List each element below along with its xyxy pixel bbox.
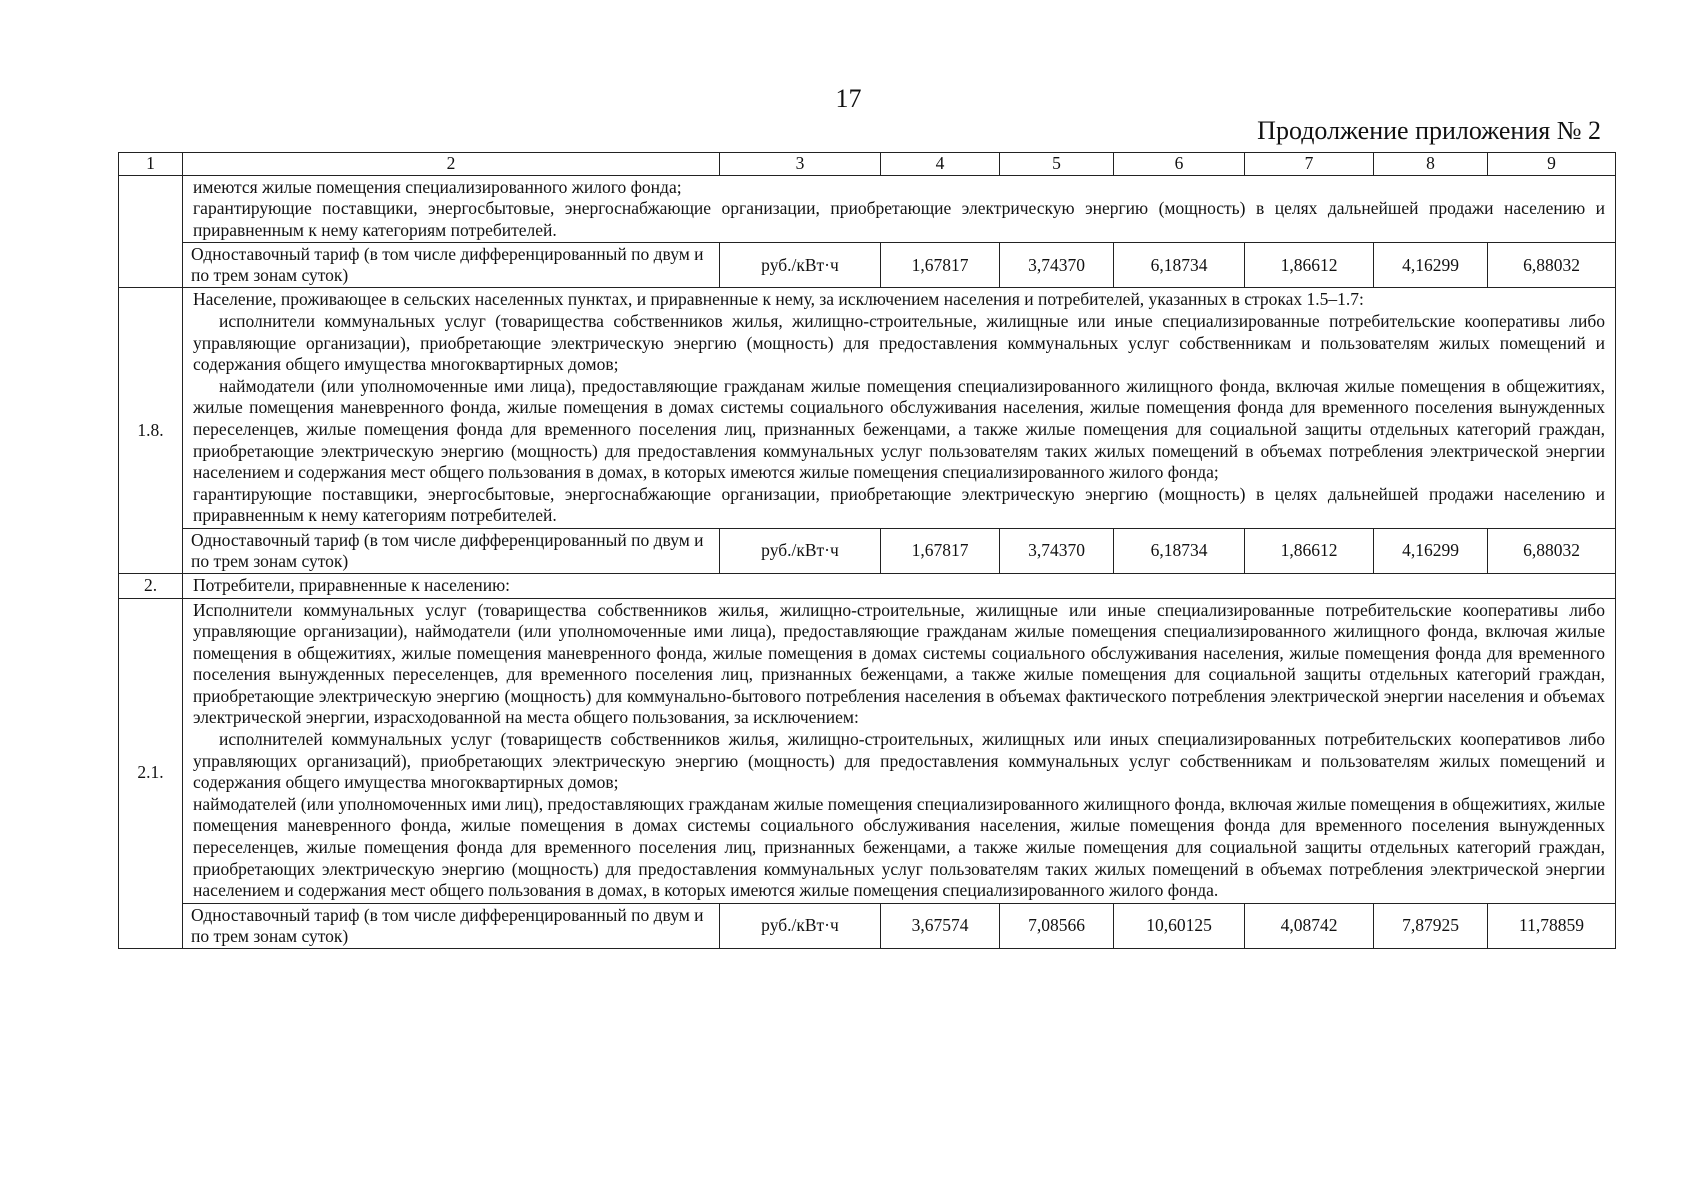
- paragraph: исполнители коммунальных услуг (товарищества собственников жилья, жилищно-строительные, жилищные или иные специализированные потребительские кооперативы либо управляющие организации), приобретающие электрическую энергию (мощность) для предоставления коммунальных услуг собственникам и пользователям жилых помещений и содержания общего имущества многоквартирных домов;: [193, 310, 1605, 375]
- tariff-value: 1,67817: [881, 243, 1000, 288]
- tariff-unit: руб./кВт·ч: [720, 528, 881, 573]
- row-number-cell: 1.8.: [119, 288, 183, 574]
- tariff-value: 6,18734: [1114, 528, 1245, 573]
- column-number: 8: [1374, 153, 1488, 176]
- paragraph: Исполнители коммунальных услуг (товарищества собственников жилья, жилищно-строительные, жилищные или иные специализированные потребительские кооперативы либо управляющие организации), наймодатели (или уполномоченные ими лица), предоставляющие гражданам жилые помещения специализированного жилищного фонда, включая жилые помещения в общежитиях, жилые помещения маневренного фонда, жилые помещения в домах системы социального обслуживания населения, жилые помещения фонда для временного поселения вынужденных переселенцев, для временного поселения лиц, признанных беженцами, а также жилые помещения для социальной защиты отдельных категорий граждан, приобретающие электрическую энергию (мощность) для коммунально-бытового потребления населения в объемах фактического потребления электрической энергии населения и объемах электрической энергии, израсходованной на места общего пользования, за исключением:: [193, 599, 1605, 728]
- tariff-value: 4,08742: [1245, 903, 1374, 948]
- paragraph: наймодателей (или уполномоченных ими лиц), предоставляющих гражданам жилые помещения специализированного жилищного фонда, включая жилые помещения в общежитиях, жилые помещения маневренного фонда, жилые помещения в домах системы социального обслуживания населения, жилые помещения фонда для временного поселения вынужденных переселенцев, жилые помещения фонда для временного поселения лиц, признанных беженцами, а также жилые помещения для социальной защиты отдельных категорий граждан, приобретающих электрическую энергию (мощность) для предоставления коммунальных услуг пользователям таких жилых помещений в объемах потребления электрической энергии населением и содержания мест общего пользования в домах, в которых имеются жилые помещения специализированного жилого фонда.: [193, 793, 1605, 901]
- continuation-title: Продолжение приложения № 2: [1257, 116, 1601, 145]
- tariff-label: Одноставочный тариф (в том числе дифференцированный по двум и по трем зонам суток): [183, 528, 720, 573]
- tariff-unit: руб./кВт·ч: [720, 903, 881, 948]
- paragraph: Потребители, приравненные к населению:: [193, 574, 511, 595]
- tariff-value: 6,18734: [1114, 243, 1245, 288]
- tariff-value: 3,74370: [1000, 243, 1114, 288]
- row-description: [183, 288, 1616, 529]
- tariff-table: [118, 152, 1616, 949]
- table-row-tariff: [119, 243, 1616, 288]
- row-number-cell: 2.1.: [119, 598, 183, 948]
- tariff-unit: руб./кВт·ч: [720, 243, 881, 288]
- column-number: 7: [1245, 153, 1374, 176]
- table-header-row: [119, 153, 1616, 176]
- column-number: 1: [119, 153, 183, 176]
- tariff-value: 11,78859: [1488, 903, 1616, 948]
- tariff-label: Одноставочный тариф (в том числе дифференцированный по двум и по трем зонам суток): [183, 243, 720, 288]
- paragraph: исполнителей коммунальных услуг (товариществ собственников жилья, жилищно-строительных, жилищных или иных специализированных потребительских кооперативов либо управляющих организаций), приобретающих электрическую энергию (мощность) для предоставления коммунальных услуг собственникам и пользователям жилых помещений и содержания общего имущества многоквартирных домов;: [193, 729, 1605, 793]
- tariff-value: 1,67817: [881, 528, 1000, 573]
- paragraph: гарантирующие поставщики, энергосбытовые, энергоснабжающие организации, приобретающие электрическую энергию (мощность) в целях дальнейшей продажи населению и приравненным к нему категориям потребителей.: [193, 198, 1605, 240]
- tariff-value: 6,88032: [1488, 528, 1616, 573]
- table-row-tariff: [119, 528, 1616, 573]
- table-row-tariff: [119, 903, 1616, 948]
- row-description: [183, 573, 1616, 598]
- table-row-2-1-text: [119, 598, 1616, 903]
- tariff-value: 4,16299: [1374, 243, 1488, 288]
- tariff-value: 3,67574: [881, 903, 1000, 948]
- row-number-cell: [119, 175, 183, 288]
- paragraph: наймодатели (или уполномоченные ими лица), предоставляющие гражданам жилые помещения специализированного жилищного фонда, включая жилые помещения в общежитиях, жилые помещения маневренного фонда, жилые помещения в домах системы социального обслуживания населения, жилые помещения фонда для временного поселения вынужденных переселенцев, жилые помещения фонда для временного поселения лиц, признанных беженцами, а также жилые помещения для социальной защиты отдельных категорий граждан, приобретающие электрическую энергию (мощность) для предоставления коммунальных услуг пользователям таких жилых помещений в объемах потребления электрической энергии населением и содержания мест общего пользования в домах, в которых имеются жилые помещения специализированного жилого фонда;: [193, 375, 1605, 483]
- column-number: 6: [1114, 153, 1245, 176]
- page-number: 17: [835, 84, 862, 113]
- tariff-value: 1,86612: [1245, 243, 1374, 288]
- column-number: 3: [720, 153, 881, 176]
- paragraph: гарантирующие поставщики, энергосбытовые, энергоснабжающие организации, приобретающие электрическую энергию (мощность) в целях дальнейшей продажи населению и приравненным к нему категориям потребителей.: [193, 483, 1605, 526]
- column-number: 9: [1488, 153, 1616, 176]
- table-row-1-8-text: [119, 288, 1616, 529]
- row-number-cell: 2.: [119, 573, 183, 598]
- column-number: 5: [1000, 153, 1114, 176]
- row-description: [183, 175, 1616, 243]
- tariff-value: 4,16299: [1374, 528, 1488, 573]
- tariff-value: 1,86612: [1245, 528, 1374, 573]
- paragraph: Население, проживающее в сельских населенных пунктах, и приравненные к нему, за исключением населения и потребителей, указанных в строках 1.5–1.7:: [193, 289, 1364, 310]
- table-row-2: [119, 573, 1616, 598]
- row-description: [183, 598, 1616, 903]
- table-row-continued-text: [119, 175, 1616, 243]
- tariff-value: 3,74370: [1000, 528, 1114, 573]
- column-number: 4: [881, 153, 1000, 176]
- tariff-value: 10,60125: [1114, 903, 1245, 948]
- tariff-value: 6,88032: [1488, 243, 1616, 288]
- tariff-value: 7,08566: [1000, 903, 1114, 948]
- column-number: 2: [183, 153, 720, 176]
- paragraph: имеются жилые помещения специализированного жилого фонда;: [193, 176, 682, 197]
- tariff-label: Одноставочный тариф (в том числе дифференцированный по двум и по трем зонам суток): [183, 903, 720, 948]
- tariff-value: 7,87925: [1374, 903, 1488, 948]
